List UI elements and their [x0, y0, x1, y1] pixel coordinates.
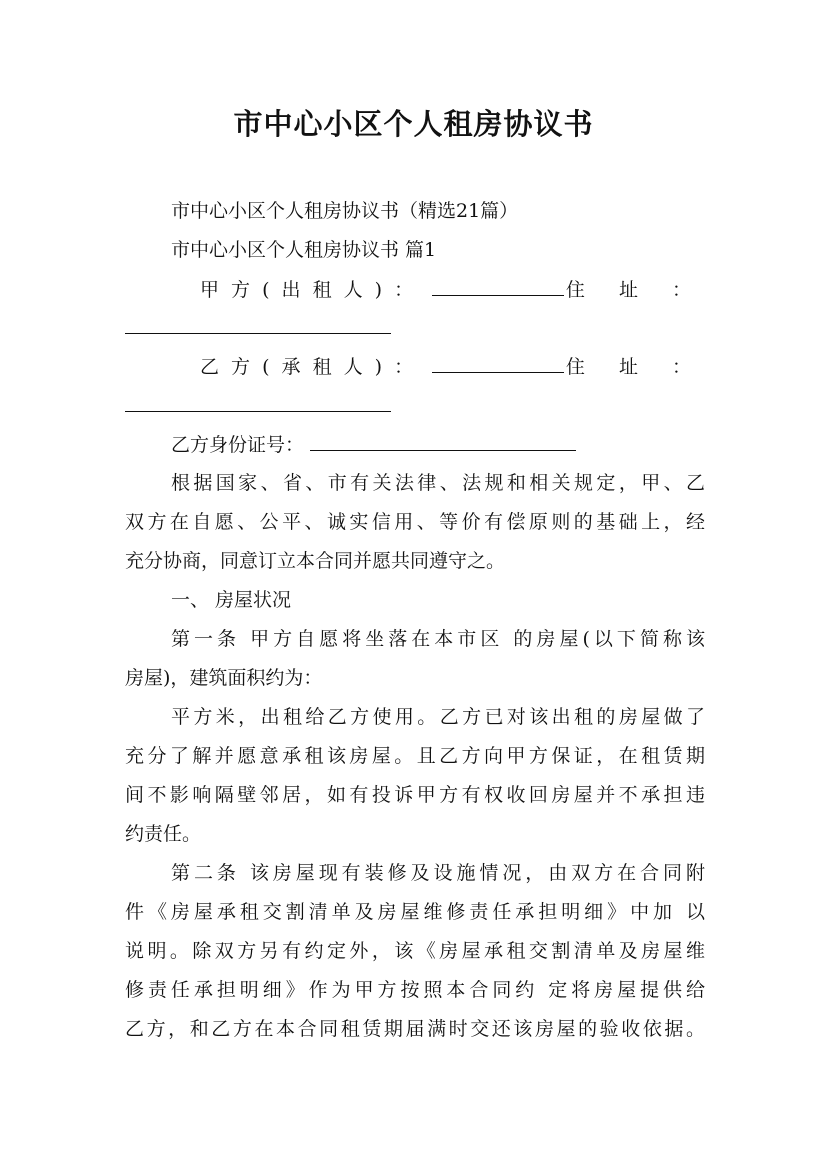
- paragraph-line: 充分协商，同意订立本合同并愿共同遵守之。: [125, 550, 506, 572]
- party-b-name-blank: [432, 354, 564, 373]
- party-b-address-label: 住 址 ：: [565, 356, 705, 378]
- paragraph-line: 件《房屋承租交割清单及房屋维修责任承担明细》中加 以: [125, 901, 705, 923]
- party-b-id-row: [171, 432, 705, 459]
- paragraph-line: 双方在自愿、公平、诚实信用、等价有偿原则的基础上，经: [125, 511, 705, 533]
- section-heading: 市中心小区个人租房协议书 篇1: [171, 239, 437, 261]
- paragraph-line: 第二条 该房屋现有装修及设施情况，由双方在合同附: [171, 862, 705, 884]
- paragraph-line: 乙方，和乙方在本合同租赁期届满时交还该房屋的验收依据。: [125, 1018, 705, 1040]
- party-b-id-label: 乙方身份证号：: [171, 434, 305, 456]
- party-a-row: [200, 277, 705, 304]
- party-a-name-blank: [432, 277, 564, 296]
- party-b-address-blank: [125, 411, 391, 412]
- party-b-row: [200, 354, 705, 381]
- document-subtitle: 市中心小区个人租房协议书（精选21篇）: [171, 200, 519, 222]
- paragraph-line: 约责任。: [125, 823, 202, 845]
- paragraph-line: 修责任承担明细》作为甲方按照本合同约 定将房屋提供给: [125, 979, 705, 1001]
- party-b-id-blank: [310, 432, 576, 451]
- party-b-label: 乙 方 ( 承 租 人 ) ：: [200, 356, 417, 378]
- paragraph-line: 根据国家、省、市有关法律、法规和相关规定，甲、乙: [171, 472, 705, 494]
- party-a-address-blank: [125, 333, 391, 334]
- party-a-address-label: 住 址 ：: [565, 279, 705, 301]
- paragraph-line: 充分了解并愿意承租该房屋。且乙方向甲方保证，在租赁期: [125, 745, 705, 767]
- paragraph-line: 说明。除双方另有约定外，该《房屋承租交割清单及房屋维: [125, 940, 705, 962]
- paragraph-line: 间不影响隔壁邻居，如有投诉甲方有权收回房屋并不承担违: [125, 784, 705, 806]
- paragraph-line: 房屋)，建筑面积约为：: [125, 667, 323, 689]
- paragraph-line: 第一条 甲方自愿将坐落在本市区 的房屋(以下简称该: [171, 628, 705, 650]
- document-title: 市中心小区个人租房协议书: [233, 107, 594, 141]
- paragraph-line: 平方米，出租给乙方使用。乙方已对该出租的房屋做了: [171, 706, 705, 728]
- party-a-label: 甲 方 ( 出 租 人 ) ：: [200, 279, 417, 301]
- section-title-housing: 一、 房屋状况: [171, 589, 292, 611]
